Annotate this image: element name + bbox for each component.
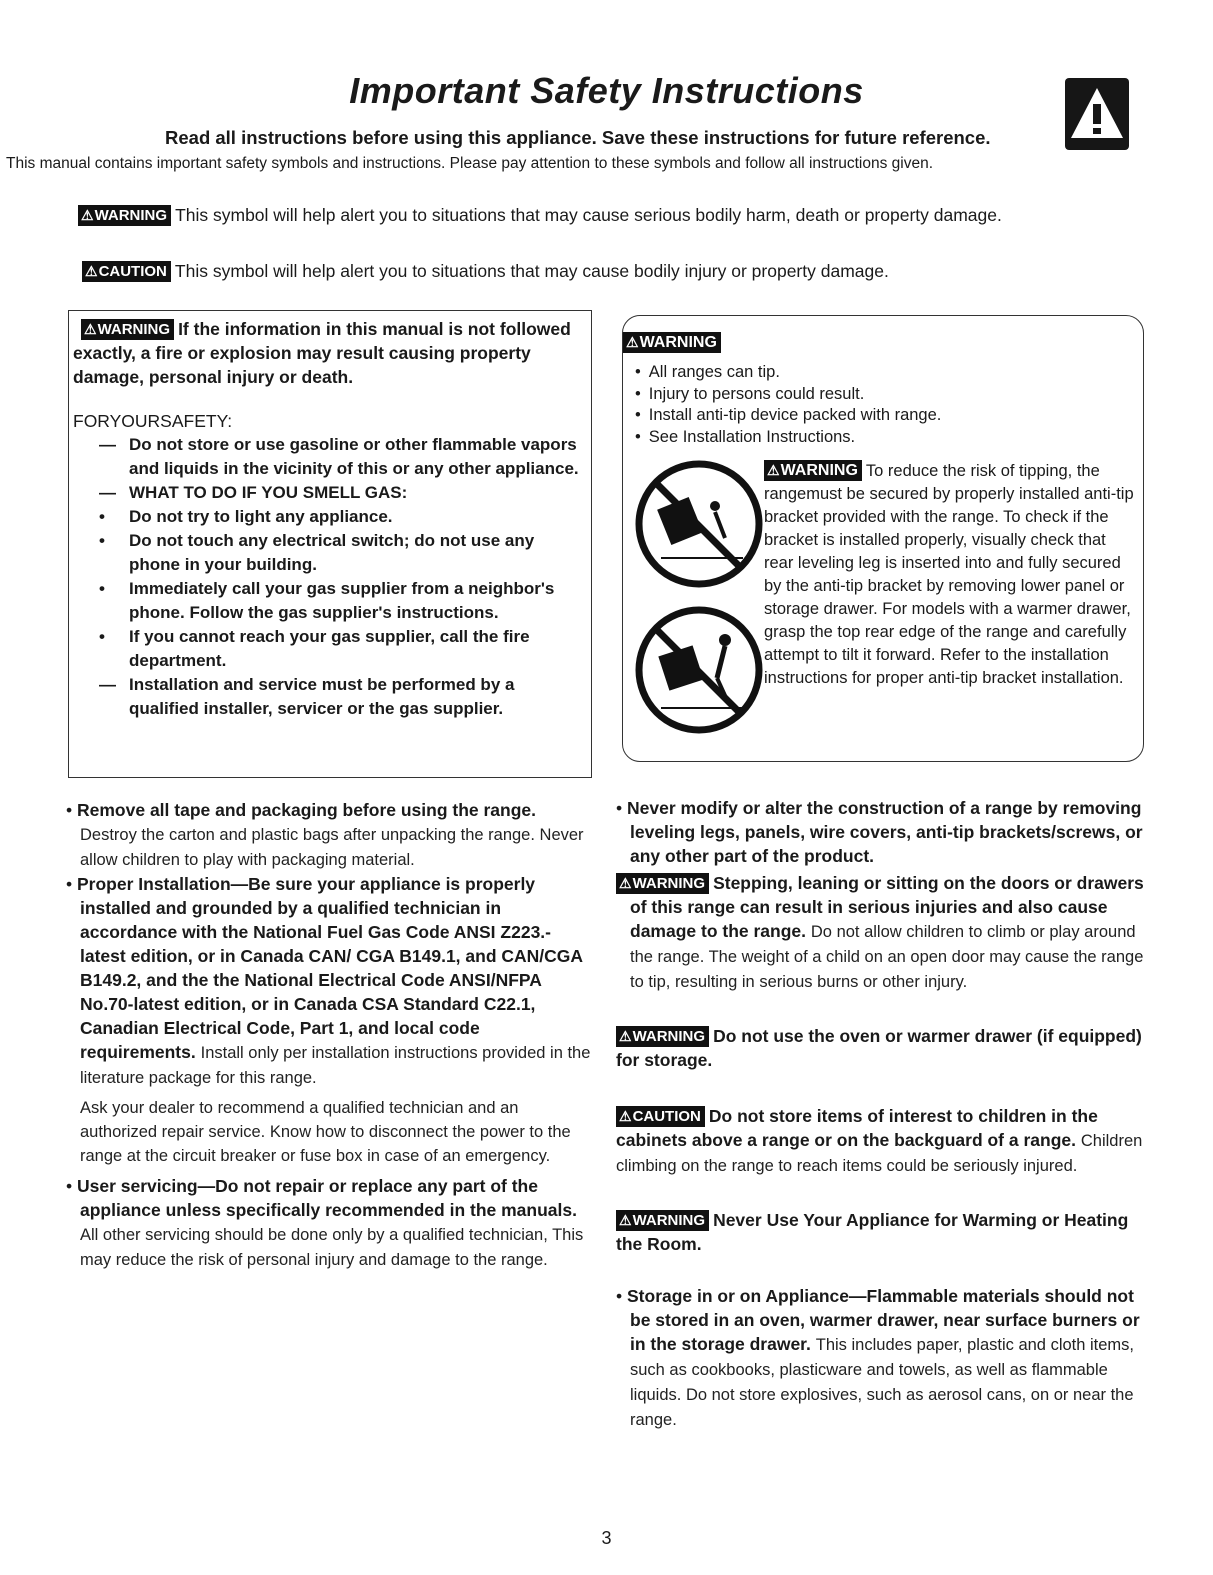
right-column xyxy=(616,796,1148,1432)
warning-triangle-icon: ⚠ xyxy=(619,1028,632,1044)
paragraph: Ask your dealer to recommend a qualified technician and an authorized repair service. Know how to disconnect the power to the range at the circuit breaker or fuse box in case of an emergency. xyxy=(80,1099,571,1165)
list-item: • Do not touch any electrical switch; do not use any phone in your building. xyxy=(99,531,535,574)
warning-badge: ⚠WARNING xyxy=(78,205,171,226)
list-item: • All ranges can tip. xyxy=(635,362,941,384)
warning-badge: ⚠WARNING xyxy=(623,332,725,353)
range-tipping-icon xyxy=(633,458,765,590)
warning-badge: ⚠WARNING xyxy=(616,1026,709,1047)
list-item: — Installation and service must be performed by a qualified installer, servicer or the gas supplier. xyxy=(99,675,515,718)
list-item: ⚠WARNING Stepping, leaning or sitting on the doors or drawers of this range can result in serious injuries and also cause damage to the range. Do not allow children to climb or play around the range. The weight of a child on an open door may cause the range to tip, resulting in serious burns or other injury. xyxy=(616,871,1148,994)
page-number: 3 xyxy=(601,1528,612,1548)
warning-badge: ⚠WARNING xyxy=(81,319,174,340)
list-item: • If you cannot reach your gas supplier, call the fire department. xyxy=(99,627,530,670)
list-item: ⚠WARNING Do not use the oven or warmer drawer (if equipped) for storage. xyxy=(616,1026,1142,1070)
child-on-door-icon xyxy=(633,604,765,736)
list-item: • Do not try to light any appliance. xyxy=(99,507,393,526)
list-item: • Never modify or alter the construction of a range by removing leveling legs, panels, wire covers, anti-tip brackets/screws, or any other part of the product. xyxy=(616,798,1143,866)
warning-triangle-icon: ⚠ xyxy=(626,334,639,350)
page-title: Important Safety Instructions xyxy=(349,70,864,111)
list-item: ⚠WARNING Never Use Your Appliance for Warming or Heating the Room. xyxy=(616,1210,1129,1254)
tip-bullets xyxy=(635,362,941,448)
caution-triangle-icon: ⚠ xyxy=(619,1108,632,1124)
warning-triangle-icon: ⚠ xyxy=(84,321,97,337)
caution-badge: ⚠CAUTION xyxy=(616,1106,705,1127)
list-item: • Proper Installation—Be sure your appliance is properly installed and grounded by a qualified technician in accordance with the National Fuel Gas Code ANSI Z223.- latest edition, or in Canada CAN/ CGA B149.1, and CAN/CGA B149.2, and the the National Electrical Code ANSI/NFPA No.70-latest edition, or in Canada CSA Standard C22.1, Canadian Electrical Code, Part 1, and local code requirements. Install only per installation instructions provided in the literature package for this range. xyxy=(66,874,591,1087)
list-item: • User servicing—Do not repair or replace any part of the appliance unless specifically recommended in the manuals. All other servicing should be done only by a qualified technician, This may reduce the risk of personal injury and damage to the range. xyxy=(66,1176,584,1269)
anti-tip-warning-box xyxy=(622,315,1144,762)
warning-triangle-icon: ⚠ xyxy=(81,207,94,223)
anti-tip-text: ⚠WARNING To reduce the risk of tipping, the rangemust be secured by properly installed anti-tip bracket provided with the range. To check if the bracket is installed properly, visually check that rear leveling leg is inserted into and fully secured by the anti-tip bracket by removing lower panel or storage drawer. For models with a warmer drawer, grasp the top rear edge of the range and carefully attempt to tilt it forward. Refer to the installation instructions for proper anti-tip bracket installation. xyxy=(764,462,1134,687)
warning-triangle-icon: ⚠ xyxy=(767,462,780,478)
warning-badge: ⚠WARNING xyxy=(616,873,709,894)
caution-badge: ⚠CAUTION xyxy=(82,261,171,282)
left-column xyxy=(66,798,592,1272)
list-item: • See Installation Instructions. xyxy=(635,427,941,449)
warning-triangle-icon: ⚠ xyxy=(619,875,632,891)
caution-triangle-icon: ⚠ xyxy=(85,263,98,279)
safety-heading: FORYOURSAFETY: xyxy=(73,411,233,431)
intro-text: This manual contains important safety symbols and instructions. Please pay attention to these symbols and follow all instructions given. xyxy=(6,155,934,172)
list-item: ⚠CAUTION Do not store items of interest to children in the cabinets above a range or on the backguard of a range. Children climbing on the range to reach items could be seriously injured. xyxy=(616,1106,1143,1175)
gas-safety-list xyxy=(69,433,591,721)
caution-symbol-line: ⚠CAUTION This symbol will help alert you to situations that may cause bodily injury or property damage. xyxy=(82,261,889,282)
warning-triangle-icon: ⚠ xyxy=(619,1212,632,1228)
list-item: • Install anti-tip device packed with range. xyxy=(635,405,941,427)
warning-symbol-line: ⚠WARNING This symbol will help alert you to situations that may cause serious bodily harm, death or property damage. xyxy=(78,205,1002,226)
subtitle: Read all instructions before using this appliance. Save these instructions for future reference. xyxy=(165,127,991,148)
list-item: — Do not store or use gasoline or other flammable vapors and liquids in the vicinity of this or any other appliance. xyxy=(99,435,579,478)
list-item: • Remove all tape and packaging before using the range. Destroy the carton and plastic bags after unpacking the range. Never allow children to play with packaging material. xyxy=(66,800,584,869)
alert-triangle-icon xyxy=(1065,78,1129,150)
gas-warning-lead: ⚠WARNING If the information in this manual is not followed exactly, a fire or explosion may result causing property damage, personal injury or death. xyxy=(73,319,571,387)
warning-badge: ⚠WARNING xyxy=(764,460,862,481)
list-item: — WHAT TO DO IF YOU SMELL GAS: xyxy=(99,483,408,502)
list-item: • Immediately call your gas supplier from a neighbor's phone. Follow the gas supplier's instructions. xyxy=(99,579,555,622)
list-item: • Injury to persons could result. xyxy=(635,384,941,406)
list-item: • Storage in or on Appliance—Flammable materials should not be stored in an oven, warmer drawer, near surface burners or in the storage drawer. This includes paper, plastic and cloth items, such as cookbooks, plasticware and towels, as well as flammable liquids. Do not store explosives, such as aerosol cans, on or near the range. xyxy=(616,1286,1140,1429)
gas-warning-box xyxy=(68,310,592,778)
warning-badge: ⚠WARNING xyxy=(616,1210,709,1231)
